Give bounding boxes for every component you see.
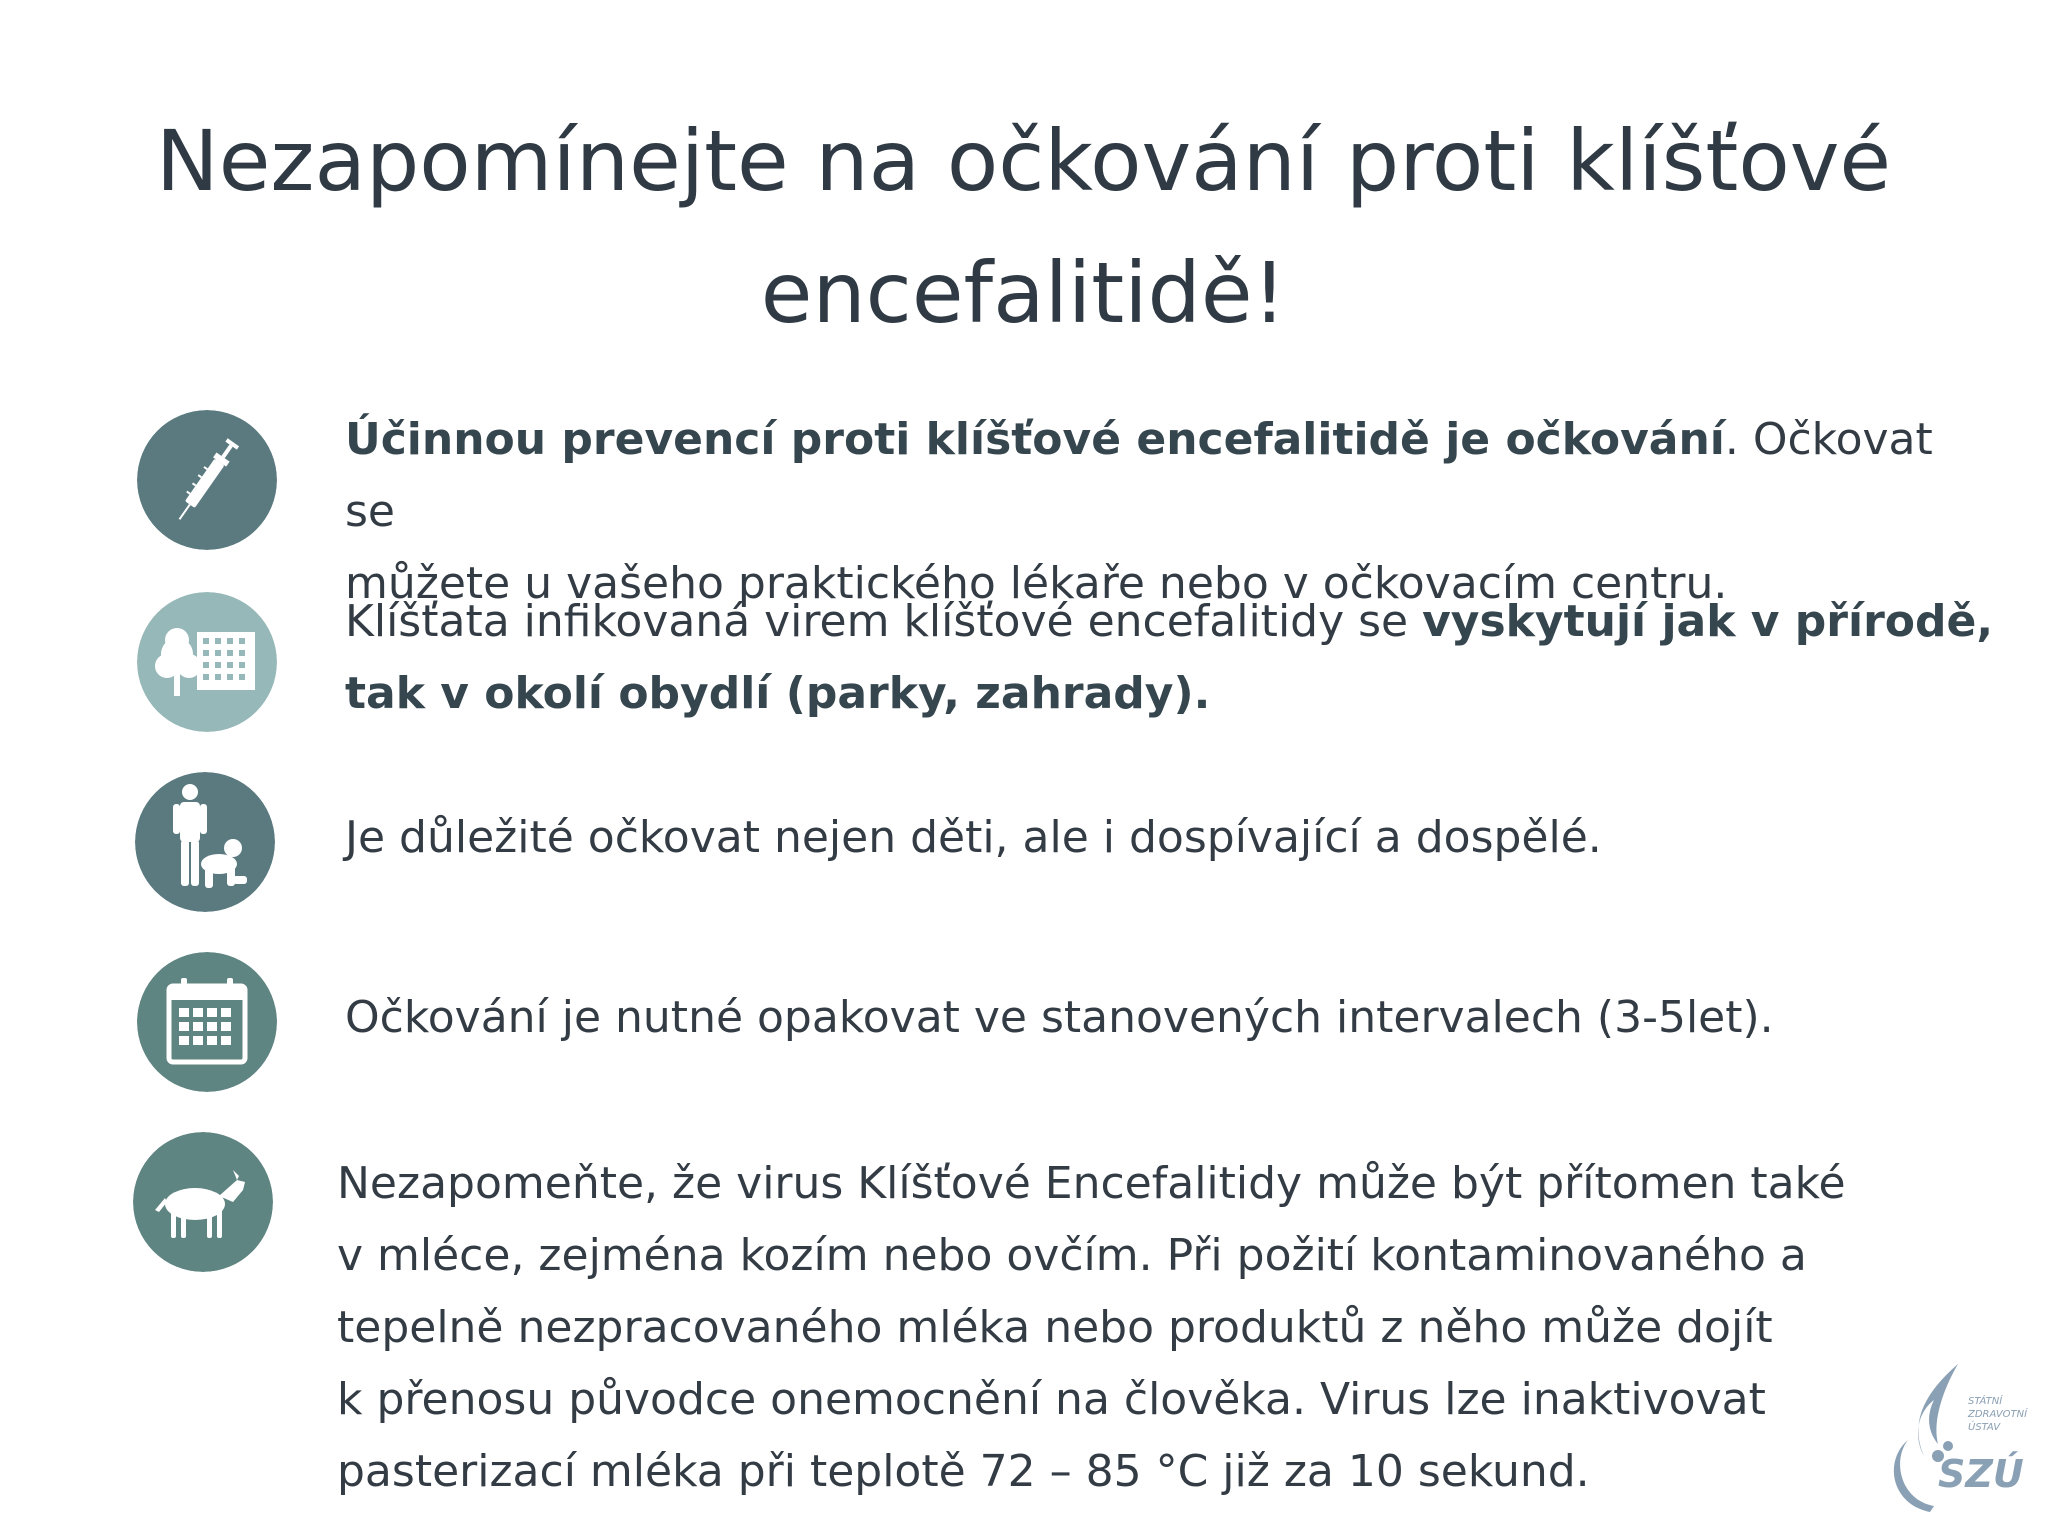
- info-text-line-3: tepelně nezpracovaného mléka nebo produktů z něho může dojít: [337, 1302, 1773, 1353]
- info-text-line-1: Je důležité očkovat nejen děti, ale i dospívající a dospělé.: [345, 812, 1602, 863]
- info-text-line-5: pasterizací mléka při teplotě 72 – 85 °C již za 10 sekund.: [337, 1446, 1590, 1497]
- logo-abbreviation: SZÚ: [1938, 1452, 2024, 1496]
- info-text-bold: vyskytují jak v přírodě,: [1422, 596, 1994, 647]
- info-text-line-4: k přenosu původce onemocnění na člověka. Virus lze inaktivovat: [337, 1374, 1766, 1425]
- adult-child-icon: [135, 772, 275, 912]
- info-text-bold-line-2: tak v okolí obydlí (parky, zahrady).: [345, 668, 1211, 719]
- info-text-line-1: Očkování je nutné opakovat ve stanovených intervalech (3-5let).: [345, 992, 1774, 1043]
- info-text-line-2: můžete u vašeho praktického lékaře nebo v očkovacím centru.: [345, 558, 1728, 609]
- szu-logo-icon: [1868, 1360, 2028, 1520]
- info-text-rest: . Očkovat se: [345, 414, 1933, 537]
- tree-building-icon: [137, 592, 277, 732]
- logo-text-line-3: ÚSTAV: [1968, 1422, 2001, 1433]
- title-line-1: Nezapomínejte na očkování proti klíšťové: [155, 112, 1892, 210]
- info-text-line-1: Nezapomeňte, že virus Klíšťové Encefalitidy může být přítomen také: [337, 1158, 1846, 1209]
- info-text-plain: Klíšťata infikovaná virem klíšťové encefalitidy se: [345, 596, 1423, 647]
- page-title: [0, 95, 2047, 359]
- calendar-icon: [137, 952, 277, 1092]
- info-text-milk: [337, 1148, 1937, 1508]
- info-text-intervals: [345, 982, 1985, 1054]
- info-text-line-2: v mléce, zejména kozím nebo ovčím. Při požití kontaminovaného a: [337, 1230, 1807, 1281]
- logo-text-line-2: ZDRAVOTNÍ: [1968, 1409, 2028, 1420]
- info-text-bold: Účinnou prevencí proti klíšťové encefalitidě je očkování: [345, 414, 1725, 465]
- title-line-2: encefalitidě!: [760, 244, 1287, 342]
- logo-text-line-1: STÁTNÍ: [1968, 1396, 2003, 1407]
- goat-icon: [133, 1132, 273, 1272]
- info-text-occurrence: [345, 586, 2005, 730]
- syringe-icon: [137, 410, 277, 550]
- info-text-age-groups: [345, 802, 1985, 874]
